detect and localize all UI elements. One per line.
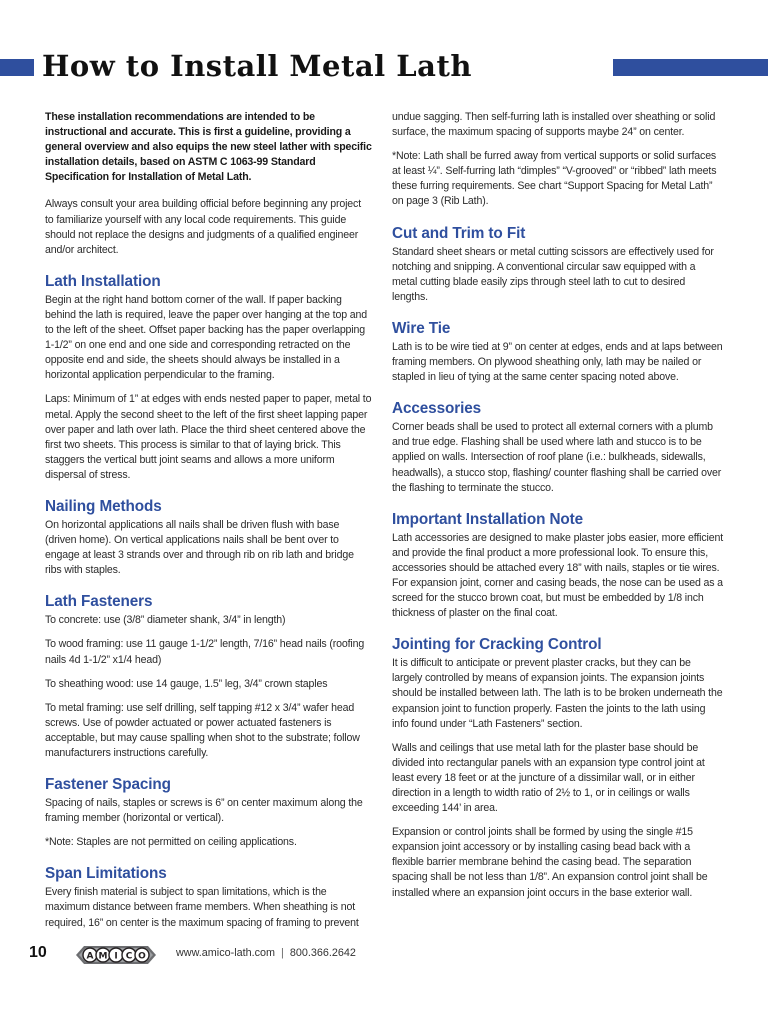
span-limitations-heading: Span Limitations [45, 865, 167, 883]
jointing-paragraph-3: Expansion or control joints shall be formed by using the single #15 expansion joint accessory or by installing casing bead back with a flexible barrier membrane behind the casing bead. The separation spacing shall be not less than 1/8”. An expansion control joint shall be installed where an expansion joint occurs in the base exterior wall. [392, 826, 708, 899]
wire-tie-heading: Wire Tie [392, 319, 451, 337]
footer-separator: | [281, 947, 284, 959]
important-note-heading: Important Installation Note [392, 510, 584, 528]
title-accent-bar-left [0, 59, 34, 76]
accessories-paragraph: Corner beads shall be used to protect all external corners with a plumb and true edge. Flashing shall be used where lath and stucco is to be applied on walls. Intersection of roof plane (i.e.: bulkheads, sidewalls, headwalls), a stucco stop, flashing/ counter flashing shall be carried over the flashing to terminate the stucco. [392, 421, 722, 494]
span-continued-paragraph: undue sagging. Then self-furring lath is installed over sheathing or solid surface, the maximum spacing of supports maybe 24” on center. [392, 111, 716, 139]
jointing-paragraph-2: Walls and ceilings that use metal lath for the plaster base should be divided into rectangular panels with an expansion type control joint at least every 18 feet or at the juncture of a dissimilar wall, or in either direction in a length to width ratio of 2½ to 1, or in ceilings or walls exceeding 144’ in area. [392, 741, 705, 815]
intro-paragraph: These installation recommendations are intended to be instructional and accurate. This is first a guideline, providing a general overview and also equips the new steel lather with specific installation details, based on ASTM C 1063-99 Standard Specification for Installation of Metal Lath. [45, 111, 372, 184]
amico-logo [74, 937, 158, 973]
fastener-spacing-heading: Fastener Spacing [45, 776, 171, 794]
fastener-metal-framing-paragraph: To metal framing: use self drilling, self tapping #12 x 3/4” wafer head screws. Use of powder actuated or power actuated fasteners is acceptable, but may cause spalling when shot to the substrate; follow manufacturers instructions carefully. [45, 701, 360, 759]
lath-installation-paragraph: Begin at the right hand bottom corner of the wall. If paper backing behind the lath is required, leave the paper over hanging at the top and to the left of the sheet. Offset paper backing has the paper overlapping 1-1/2” on one end and one side and corresponding retracted on the opposite end and side, the sheets should always be installed in a horizontal application perpendicular to the framing. [45, 293, 367, 382]
logo-letter-i: I [114, 951, 118, 962]
nailing-methods-paragraph: On horizontal applications all nails shall be driven flush with base (driven home). On vertical applications nails shall be bent over to engage at least 3 strands over and through rib on rib lath and bridge ribs with staples. [45, 518, 354, 577]
fastener-spacing-paragraph: Spacing of nails, staples or screws is 6” on center maximum along the framing member (horizontal or vertical). [45, 797, 363, 825]
wire-tie-paragraph: Lath is to be wire tied at 9” on center at edges, ends and at laps between framing members. On plywood sheathing only, lath may be nailed or stapled in lieu of tying at the same center spacing noted above. [392, 340, 723, 384]
lath-fasteners-heading: Lath Fasteners [45, 593, 153, 611]
logo-letter-c: C [125, 951, 133, 962]
page-number: 10 [29, 944, 47, 961]
right-column [392, 110, 723, 910]
jointing-heading: Jointing for Cracking Control [392, 636, 602, 654]
logo-letter-o: O [138, 951, 146, 962]
span-limitations-paragraph: Every finish material is subject to span limitations, which is the maximum distance between frame members. When sheathing is not required, 16” on center is the maximum spacing of framing to prevent [45, 886, 359, 929]
laps-paragraph: Laps: Minimum of 1” at edges with ends nested paper to paper, metal to metal. Apply the second sheet to the left of the first sheet lapping paper over paper and lath over lath. Place the third sheet centered above the first two sheets. This process is similar to that of laying brick. This staggers the vertical butt joint seams and allows a more uniform dispersal of stress. [45, 393, 372, 481]
footer-phone: 800.366.2642 [289, 947, 356, 959]
footer-website: www.amico-lath.com [176, 947, 275, 959]
fastener-concrete-paragraph: To concrete: use (3/8” diameter shank, 3/4” in length) [45, 614, 286, 627]
page-footer [0, 937, 768, 977]
furring-note-paragraph: *Note: Lath shall be furred away from vertical supports or solid surfaces at least ¼”. Self-furring lath “dimples” “V-grooved” or “ribbed” lath meets these furring requirements. See chart “Support Spacing for Metal Lath” on page 3 (Rib Lath). [392, 150, 717, 208]
logo-letter-a: A [86, 951, 94, 962]
page-title: How to Install Metal Lath [42, 49, 472, 83]
left-column [45, 110, 372, 940]
fastener-sheathing-paragraph: To sheathing wood: use 14 gauge, 1.5” leg, 3/4” crown staples [45, 677, 328, 690]
fastener-wood-framing-paragraph: To wood framing: use 11 gauge 1-1/2” length, 7/16” head nails (roofing nails 4d 1-1/2” x1/4 head) [45, 638, 365, 666]
logo-letter-m: M [98, 951, 108, 962]
cut-and-trim-paragraph: Standard sheet shears or metal cutting scissors are effectively used for notching and snipping. A conventional circular saw equipped with a metal cutting blade easily zips through steel lath to cut to desired lengths. [392, 245, 714, 303]
jointing-paragraph-1: It is difficult to anticipate or prevent plaster cracks, but they can be largely controlled by means of expansion joints. The expansion joints should be installed between lath. The lath is to be broken underneath the expansion joint to function properly. Fasten the joints to the lath using info found under “Lath Fasteners” section. [392, 657, 723, 730]
lath-installation-heading: Lath Installation [45, 272, 161, 290]
nailing-methods-heading: Nailing Methods [45, 497, 162, 515]
consult-paragraph: Always consult your area building official before beginning any project to familiarize yourself with any local code requirements. This guide should not replace the designs and judgments of a qualified engineer and/or architect. [45, 198, 361, 256]
cut-and-trim-heading: Cut and Trim to Fit [392, 224, 526, 242]
title-accent-bar-right [613, 59, 768, 76]
footer-contact [176, 947, 356, 959]
important-note-paragraph: Lath accessories are designed to make plaster jobs easier, more efficient and provide the final product a more professional look. To ensure this, accessories should be attached every 18” with nails, staples or tie wires. For expansion joint, corner and casing beads, the nose can be used as a screed for the stucco brown coat, but must be embedded by 1/8 inch thickness of plaster on the final coat. [392, 531, 723, 620]
staples-note-paragraph: *Note: Staples are not permitted on ceiling applications. [45, 836, 297, 849]
accessories-heading: Accessories [392, 400, 482, 418]
